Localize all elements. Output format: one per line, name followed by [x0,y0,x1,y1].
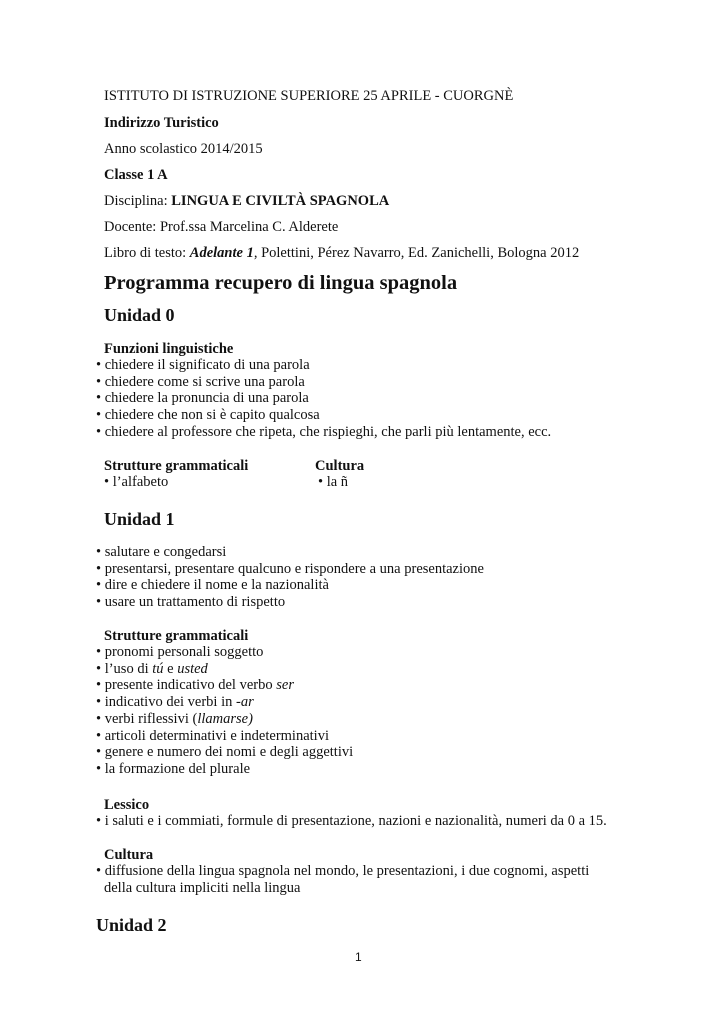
unidad1-heading: Unidad 1 [104,509,175,529]
list-item: • presentarsi, presentare qualcuno e rispondere a una presentazione [96,561,484,578]
list-item: • genere e numero dei nomi e degli aggettivi [96,744,353,761]
unidad1-funzioni-list [96,544,484,611]
page-title: Programma recupero di lingua spagnola [104,272,458,294]
item-text: verbi riflessivi ( [104,710,198,727]
unidad1-strutture-heading: Strutture grammaticali [104,628,249,644]
list-item: • diffusione della lingua spagnola nel mondo, le presentazioni, i due cognomi, aspetti [96,863,589,880]
unidad1-cultura-continuation: della cultura impliciti nella lingua [104,880,301,896]
list-item: • chiedere come si scrive una parola [96,374,551,391]
item-term-llamarse: llamarse) [197,710,253,727]
unidad1-lessico-list [96,813,607,830]
teacher-line: Docente: Prof.ssa Marcelina C. Alderete [104,219,339,235]
unidad0-cultura-item: • la ñ [318,474,349,490]
unidad1-lessico-heading: Lessico [104,797,150,813]
list-item: • la formazione del plurale [96,761,353,778]
list-item: • usare un trattamento di rispetto [96,594,484,611]
list-item: • salutare e congedarsi [96,544,484,561]
unidad0-funzioni-heading: Funzioni linguistiche [104,341,234,357]
textbook-details: , Polettini, Pérez Navarro, Ed. Zanichelli, Bologna 2012 [253,245,580,261]
list-item: • articoli determinativi e indeterminativi [96,728,353,745]
unidad0-strutture-heading: Strutture grammaticali [104,458,249,474]
discipline-label: Disciplina: [104,193,172,209]
list-item: • chiedere al professore che ripeta, che rispieghi, che parli più lentamente, ecc. [96,424,551,441]
item-term-usted: usted [177,660,208,677]
list-item: • pronomi personali soggetto [96,644,353,661]
unidad1-cultura-list [96,863,589,880]
item-text: l’uso di [104,660,153,677]
textbook-line [104,245,579,262]
address-line: Indirizzo Turistico [104,115,219,131]
class-line: Classe 1 A [104,167,168,183]
list-item: • chiedere il significato di una parola [96,357,551,374]
unidad0-strutture-item: • l’alfabeto [104,474,169,490]
list-item: • chiedere la pronuncia di una parola [96,390,551,407]
school-year: Anno scolastico 2014/2015 [104,141,263,157]
unidad0-funzioni-list [96,357,551,441]
item-text: presente indicativo del verbo [104,677,277,694]
list-item: • chiedere che non si è capito qualcosa [96,407,551,424]
item-term-tu: tú [152,660,164,677]
page-number: 1 [355,950,362,964]
unidad1-cultura-heading: Cultura [104,847,154,863]
discipline-value: LINGUA E CIVILTÀ SPAGNOLA [171,193,390,209]
list-item: • i saluti e i commiati, formule di presentazione, nazioni e nazionalità, numeri da 0 a 15. [96,813,607,830]
textbook-label: Libro di testo: [104,245,190,261]
unidad2-heading: Unidad 2 [96,915,167,935]
unidad0-heading: Unidad 0 [104,305,175,325]
item-term-ser: ser [276,677,294,694]
unidad0-cultura-heading: Cultura [315,458,365,474]
list-item [96,711,353,728]
discipline-line [104,193,389,210]
institute-name: ISTITUTO DI ISTRUZIONE SUPERIORE 25 APRILE - CUORGNÈ [104,88,514,104]
item-term-ar: -ar [235,694,254,711]
list-item [96,694,353,711]
unidad1-strutture-list [96,644,353,778]
list-item [96,661,353,678]
textbook-title: Adelante 1 [189,245,254,261]
item-text: e [163,660,178,677]
item-text: indicativo dei verbi in [104,694,236,711]
list-item [96,677,353,694]
list-item: • dire e chiedere il nome e la nazionalità [96,577,484,594]
